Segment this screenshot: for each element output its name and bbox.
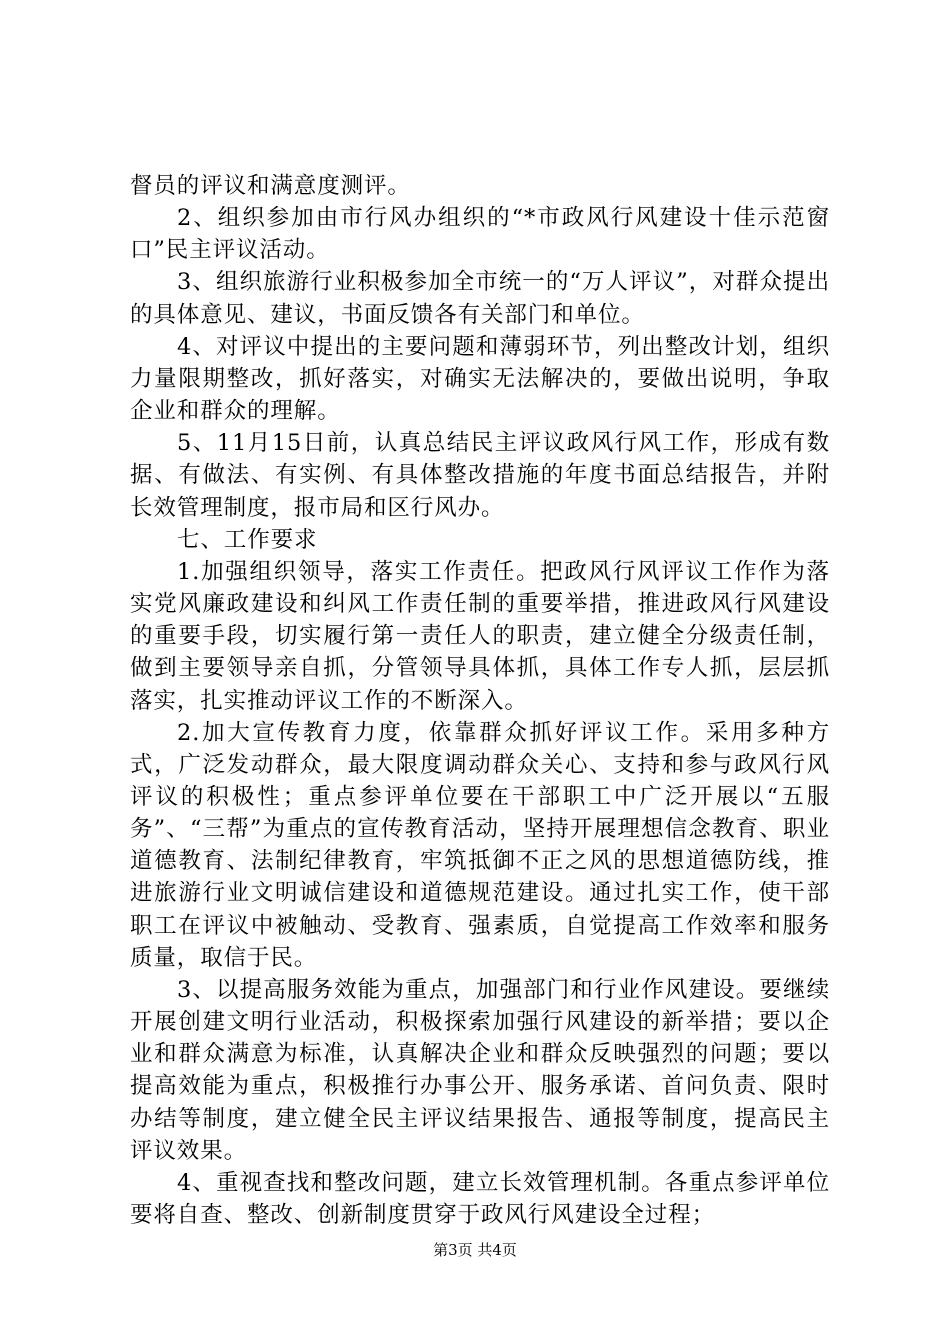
paragraph: 5、11月15日前，认真总结民主评议政风行风工作，形成有数据、有做法、有实例、有具体整改措施的年度书面总结报告，并附长效管理制度，报市局和区行风办。 — [130, 430, 830, 521]
paragraph: 2、组织参加由市行风办组织的“*市政风行风建设十佳示范窗口”民主评议活动。 — [130, 205, 830, 264]
document-body — [130, 170, 830, 1231]
paragraph: 4、重视查找和整改问题，建立长效管理机制。各重点参评单位要将自查、整改、创新制度贯穿于政风行风建设全过程； — [130, 1169, 830, 1228]
page-number: 第3页 共4页 — [433, 1241, 517, 1259]
paragraph: 4、对评议中提出的主要问题和薄弱环节，列出整改计划，组织力量限期整改，抓好落实，对确实无法解决的，要做出说明，争取企业和群众的理解。 — [130, 333, 830, 425]
page-footer — [0, 1240, 950, 1260]
paragraph: 2.加大宣传教育力度，依靠群众抓好评议工作。采用多种方式，广泛发动群众，最大限度调动群众关心、支持和参与政风行风评议的积极性；重点参评单位要在干部职工中广泛开展以“五服务”、“三帮”为重点的宣传教育活动，坚持开展理想信念教育、职业道德教育、法制纪律教育，牢筑抵御不正之风的思想道德防线，推进旅游行业文明诚信建设和道德规范建设。通过扎实工作，使干部职工在评议中被触动、受教育、强素质，自觉提高工作效率和服务质量，取信于民。 — [130, 719, 830, 971]
section-heading: 七、工作要求 — [177, 526, 318, 553]
paragraph: 督员的评议和满意度测评。 — [130, 173, 411, 199]
paragraph: 3、组织旅游行业积极参加全市统一的“万人评议”，对群众提出的具体意见、建议，书面反馈各有关部门和单位。 — [130, 269, 830, 328]
paragraph: 3、以提高服务效能为重点，加强部门和行业作风建设。要继续开展创建文明行业活动，积极探索加强行风建设的新举措；要以企业和群众满意为标准，认真解决企业和群众反映强烈的问题；要以提高效能为重点，积极推行办事公开、服务承诺、首问负责、限时办结等制度，建立健全民主评议结果报告、通报等制度，提高民主评议效果。 — [130, 976, 830, 1164]
paragraph: 1.加强组织领导，落实工作责任。把政风行风评议工作作为落实党风廉政建设和纠风工作责任制的重要举措，推进政风行风建设的重要手段，切实履行第一责任人的职责，建立健全分级责任制，做到主要领导亲自抓，分管领导具体抓，具体工作专人抓，层层抓落实，扎实推动评议工作的不断深入。 — [130, 558, 830, 714]
